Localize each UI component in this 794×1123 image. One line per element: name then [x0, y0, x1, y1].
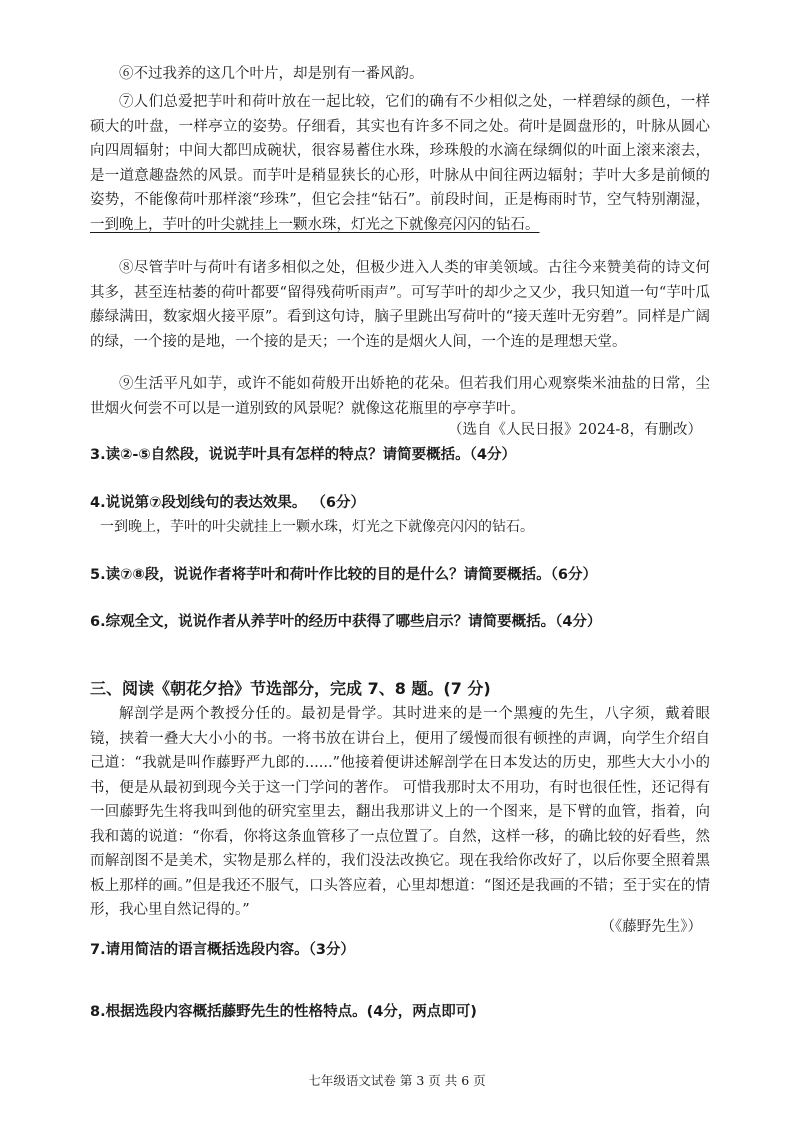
- passage-paragraph-7: [90, 90, 710, 237]
- passage-paragraph-9: ⑨生活平凡如芋，或许不能如荷般开出娇艳的花朵。但若我们用心观察柴米油盐的日常，尘世烟火何尝不可以是一道别致的风景呢？就像这花瓶里的亭亭芋叶。: [90, 376, 710, 417]
- section-3-passage: 解剖学是两个教授分任的。最初是骨学。其时进来的是一个黑瘦的先生，八字须，戴着眼镜，挟着一叠大大小小的书。一将书放在讲台上，便用了缓慢而很有顿挫的声调，向学生介绍自己道：“我就是叫作藤野严九郎的......”他接着便讲述解剖学在日本发达的历史，那些大大小小的书，便是从最初到现今关于这一门学问的著作。 可惜我那时太不用功，有时也很任性，还记得有一回藤野先生将我叫到他的研究室里去，翻出我那讲义上的一个图来，是下臂的血管，指着，向我和蔼的说道：“你看，你将这条血管移了一点位置了。自然，这样一移，的确比较的好看些，然而解剖图不是美术，实物是那么样的，我们没法改换它。现在我给你改好了，以后你要全照着黑板上那样的画。”但是我还不服气，口头答应着，心里却想道：“图还是我画的不错；至于实在的情形，我心里自然记得的。”: [90, 706, 710, 918]
- question-7: 7.请用简洁的语言概括选段内容。（3分）: [90, 942, 355, 958]
- section-3-citation: （《藤野先生》）: [600, 919, 702, 935]
- underlined-sentence: 一到晚上，芋叶的叶尖就挂上一颗水珠，灯光之下就像亮闪闪的钻石。: [90, 216, 540, 233]
- question-4: 4.说说第⑦段划线句的表达效果。 （6分）: [90, 495, 366, 511]
- question-8: 8.根据选段内容概括藤野先生的性格特点。(4分，两点即可): [90, 1004, 477, 1020]
- para7-text: ⑦人们总爱把芋叶和荷叶放在一起比较，它们的确有不少相似之处，一样碧绿的颜色，一样硕大的叶盘，一样亭立的姿势。仔细看，其实也有许多不同之处。荷叶是圆盘形的，叶脉从圆心向四周辐射；中间大都凹成碗状，很容易蓄住水珠，珍珠般的水滴在绿绸似的叶面上滚来滚去，是一道意趣盎然的风景。而芋叶是稍显狭长的心形，叶脉从中间往两边辐射；芋叶大多是前倾的姿势，不能像荷叶那样滚“珍珠”，但它会挂“钻石”。前段时间，正是梅雨时节，空气特别潮湿，一到晚上，芋叶的叶尖就挂上一颗水珠，灯光之下就像亮闪闪的钻石。: [90, 94, 710, 233]
- section-3-heading: 三、阅读《朝花夕拾》节选部分，完成 7、8 题。(7 分): [90, 679, 491, 698]
- passage-source: （选自《人民日报》2024-8，有删改）: [447, 422, 702, 438]
- question-3: 3.读②-⑤自然段，说说芋叶具有怎样的特点？请简要概括。（4分）: [90, 447, 517, 463]
- passage-paragraph-8: ⑧尽管芋叶与荷叶有诸多相似之处，但极少进入人类的审美领域。古往今来赞美荷的诗文何其多，甚至连枯萎的荷叶都要“留得残荷听雨声”。可写芋叶的却少之又少，我只知道一句“芋叶瓜藤绿满田，数家烟火接平原”。看到这句诗，脑子里跳出写荷叶的“接天莲叶无穷碧”。同样是广阔的绿，一个接的是地，一个接的是天；一个连的是烟火人间，一个连的是理想天堂。: [90, 260, 710, 350]
- passage-paragraph-6: ⑥不过我养的这几个叶片，却是别有一番风韵。: [119, 66, 424, 82]
- question-6: 6.综观全文，说说作者从养芋叶的经历中获得了哪些启示？请简要概括。（4分）: [90, 614, 602, 630]
- question-4-quoted-sentence: 一到晚上，芋叶的叶尖就挂上一颗水珠，灯光之下就像亮闪闪的钻石。: [100, 519, 534, 535]
- page-footer: 七年级语文试卷 第 3 页 共 6 页: [308, 1073, 486, 1088]
- question-5: 5.读⑦⑧段，说说作者将芋叶和荷叶作比较的目的是什么？请简要概括。（6分）: [90, 567, 597, 583]
